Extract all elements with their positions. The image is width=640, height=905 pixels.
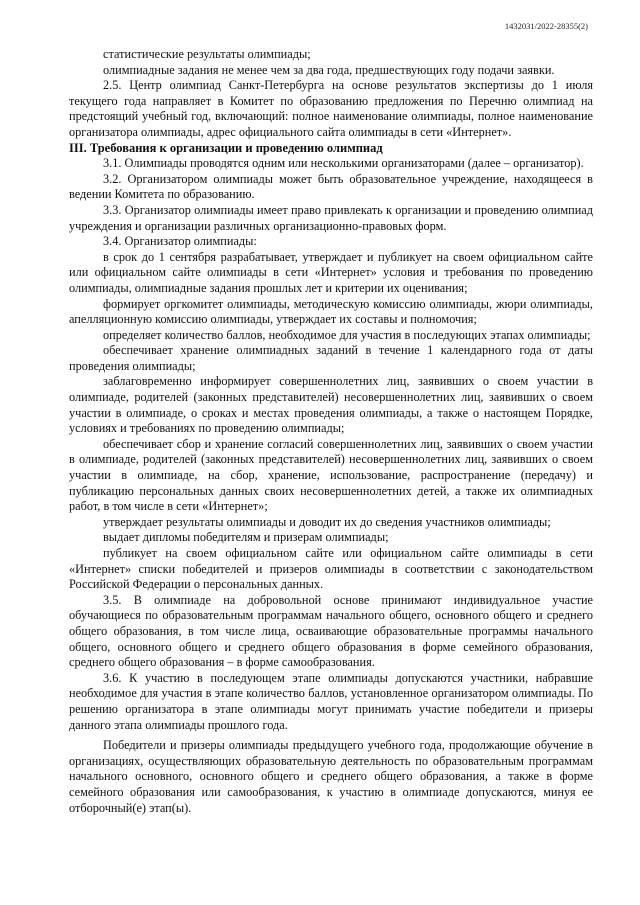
- paragraph: публикует на своем официальном сайте или официальном сайте олимпиады в сети «Интернет» списки победителей и призеров олимпиады в соответствии с законодательством Российской Федерации о персональных данных.: [69, 546, 593, 592]
- paragraph: Победители и призеры олимпиады предыдущего учебного года, продолжающие обучение в организациях, осуществляющих образовательную деятельность по образовательным программам начального основного, основного общего и среднего общего образования, а также в форме семейного образования или самообразования, к участию в олимпиаде допускаются, минуя ее отборочный(е) этап(ы).: [69, 738, 593, 815]
- section-heading: III. Требования к организации и проведению олимпиад: [69, 140, 383, 155]
- paragraph: статистические результаты олимпиады;: [103, 47, 311, 61]
- paragraph: выдает дипломы победителям и призерам олимпиады;: [103, 530, 389, 545]
- paragraph: формирует оргкомитет олимпиады, методическую комиссию олимпиады, жюри олимпиады, апелляционную комиссию олимпиады, утверждает их составы и полномочия;: [69, 296, 593, 327]
- document-body: [69, 47, 593, 816]
- paragraph: в срок до 1 сентября разрабатывает, утверждает и публикует на своем официальном сайте или официальном сайте олимпиады в сети «Интернет» условия и требования по проведению олимпиады, олимпиадные задания прошлых лет и критерии их оценивания;: [69, 249, 593, 295]
- paragraph: обеспечивает хранение олимпиадных заданий в течение 1 календарного года от даты проведения олимпиады;: [69, 343, 593, 373]
- paragraph: утверждает результаты олимпиады и доводит их до сведения участников олимпиады;: [103, 514, 551, 529]
- paragraph: 3.6. К участию в последующем этапе олимпиады допускаются участники, набравшие необходимое для участия в этапе количество баллов, установленное организатором олимпиады. По решению организатора в этапе олимпиады могут принимать участие победители и призеры данного этапа олимпиады прошлого года.: [69, 670, 593, 732]
- paragraph: 3.1. Олимпиады проводятся одним или несколькими организаторами (далее – организатор).: [103, 156, 584, 171]
- paragraph: обеспечивает сбор и хранение согласий совершеннолетних лиц, заявивших о своем участии в олимпиаде, родителей (законных представителей) несовершеннолетних лиц, заявивших о своем участии в олимпиаде, на сбор, хранение, использование, распространение (передачу) и публикацию персональных данных своих несовершеннолетних детей, а также их олимпиадных работ, в том числе в сети «Интернет»;: [69, 436, 593, 514]
- paragraph: определяет количество баллов, необходимое для участия в последующих этапах олимпиады;: [103, 327, 591, 342]
- paragraph: 3.3. Организатор олимпиады имеет право привлекать к организации и проведению олимпиад учреждения и организации различных организационно-правовых форм.: [69, 202, 593, 233]
- paragraph: заблаговременно информирует совершеннолетних лиц, заявивших о своем участии в олимпиаде, родителей (законных представителей) несовершеннолетних лиц, заявивших о своем участии в олимпиаде, о сроках и местах проведения олимпиады, а также о настоящем Порядке, условиях и требованиях по проведению олимпиады;: [69, 374, 593, 436]
- paragraph: олимпиадные задания не менее чем за два года, предшествующих году подачи заявки.: [103, 62, 555, 77]
- paragraph: 3.4. Организатор олимпиады:: [103, 234, 257, 249]
- paragraph: 3.2. Организатором олимпиады может быть образовательное учреждение, находящееся в ведении Комитета по образованию.: [69, 171, 593, 202]
- paragraph: 3.5. В олимпиаде на добровольной основе принимают индивидуальное участие обучающиеся по образовательным программам начального общего, основного общего и среднего общего образования, в том числе лица, осваивающие образовательные программы начального общего, основного общего и среднего общего образования в форме семейного образования, среднего общего образования – в форме самообразования.: [69, 592, 593, 670]
- document-number: 1432031/2022-28355(2): [504, 21, 588, 31]
- paragraph: 2.5. Центр олимпиад Санкт-Петербурга на основе результатов экспертизы до 1 июля текущего года направляет в Комитет по образованию предложения по Перечню олимпиад на предстоящий учебный год, включающий: полное наименование олимпиады, полное наименование организатора олимпиады, адрес официального сайта олимпиады в сети «Интернет».: [69, 78, 593, 139]
